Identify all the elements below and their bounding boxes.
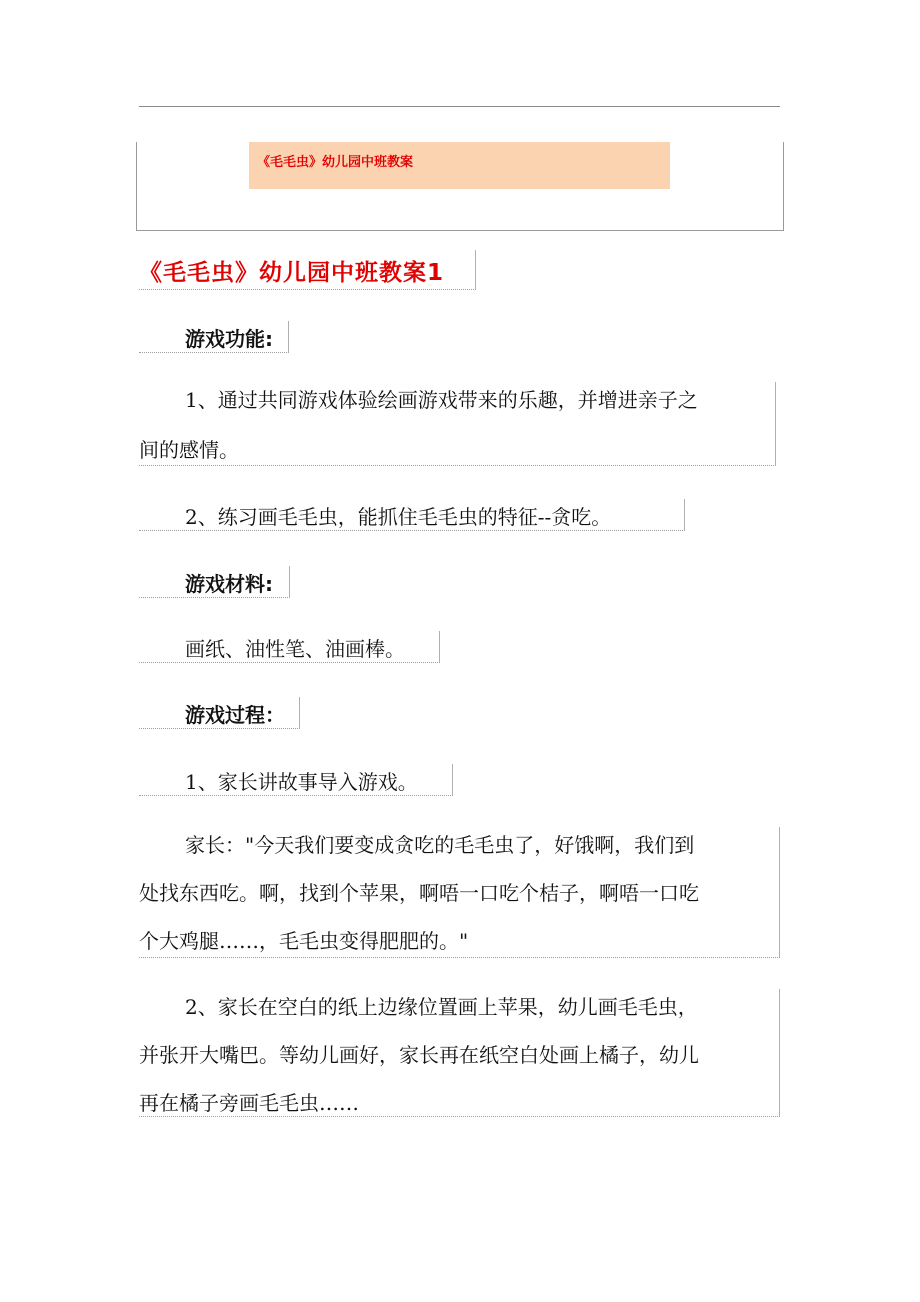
- materials-heading-text: 游戏材料:: [185, 572, 273, 596]
- story-line-3: 个大鸡腿……，毛毛虫变得肥肥的。": [139, 929, 469, 953]
- goal-1-line-1: 1、通过共同游戏体验绘画游戏带来的乐趣，并增进亲子之: [185, 388, 698, 412]
- step-1-text: 1、家长讲故事导入游戏。: [185, 770, 418, 794]
- story-line-1: 家长："今天我们要变成贪吃的毛毛虫了，好饿啊，我们到: [185, 833, 695, 857]
- document-title: [139, 250, 476, 290]
- step-1-paragraph: [139, 764, 453, 796]
- top-divider: [139, 106, 780, 107]
- story-paragraph: [139, 827, 780, 958]
- process-heading-text: 游戏过程：: [185, 703, 285, 727]
- step-2-paragraph: [139, 989, 780, 1117]
- header-banner: [249, 142, 670, 189]
- document-title-text: 《毛毛虫》幼儿园中班教案1: [139, 260, 445, 286]
- process-heading: [139, 697, 300, 729]
- goal-1-paragraph: [139, 382, 776, 466]
- goal-2-text: 2、练习画毛毛虫，能抓住毛毛虫的特征--贪吃。: [185, 505, 612, 529]
- goal-1-line-2: 间的感情。: [139, 438, 239, 462]
- goals-heading-text: 游戏功能:: [185, 327, 273, 351]
- materials-text: 画纸、油性笔、油画棒。: [185, 637, 405, 661]
- goals-heading: [139, 321, 289, 353]
- step-2-line-1: 2、家长在空白的纸上边缘位置画上苹果，幼儿画毛毛虫，: [185, 995, 698, 1019]
- story-line-2: 处找东西吃。啊，找到个苹果，啊唔一口吃个桔子，啊唔一口吃: [139, 881, 699, 905]
- header-banner-text: 《毛毛虫》幼儿园中班教案: [257, 155, 414, 170]
- step-2-line-2: 并张开大嘴巴。等幼儿画好，家长再在纸空白处画上橘子，幼儿: [139, 1043, 699, 1067]
- step-2-line-3: 再在橘子旁画毛毛虫……: [139, 1091, 359, 1115]
- goal-2-paragraph: [139, 499, 685, 531]
- materials-paragraph: [139, 631, 440, 663]
- materials-heading: [139, 566, 290, 598]
